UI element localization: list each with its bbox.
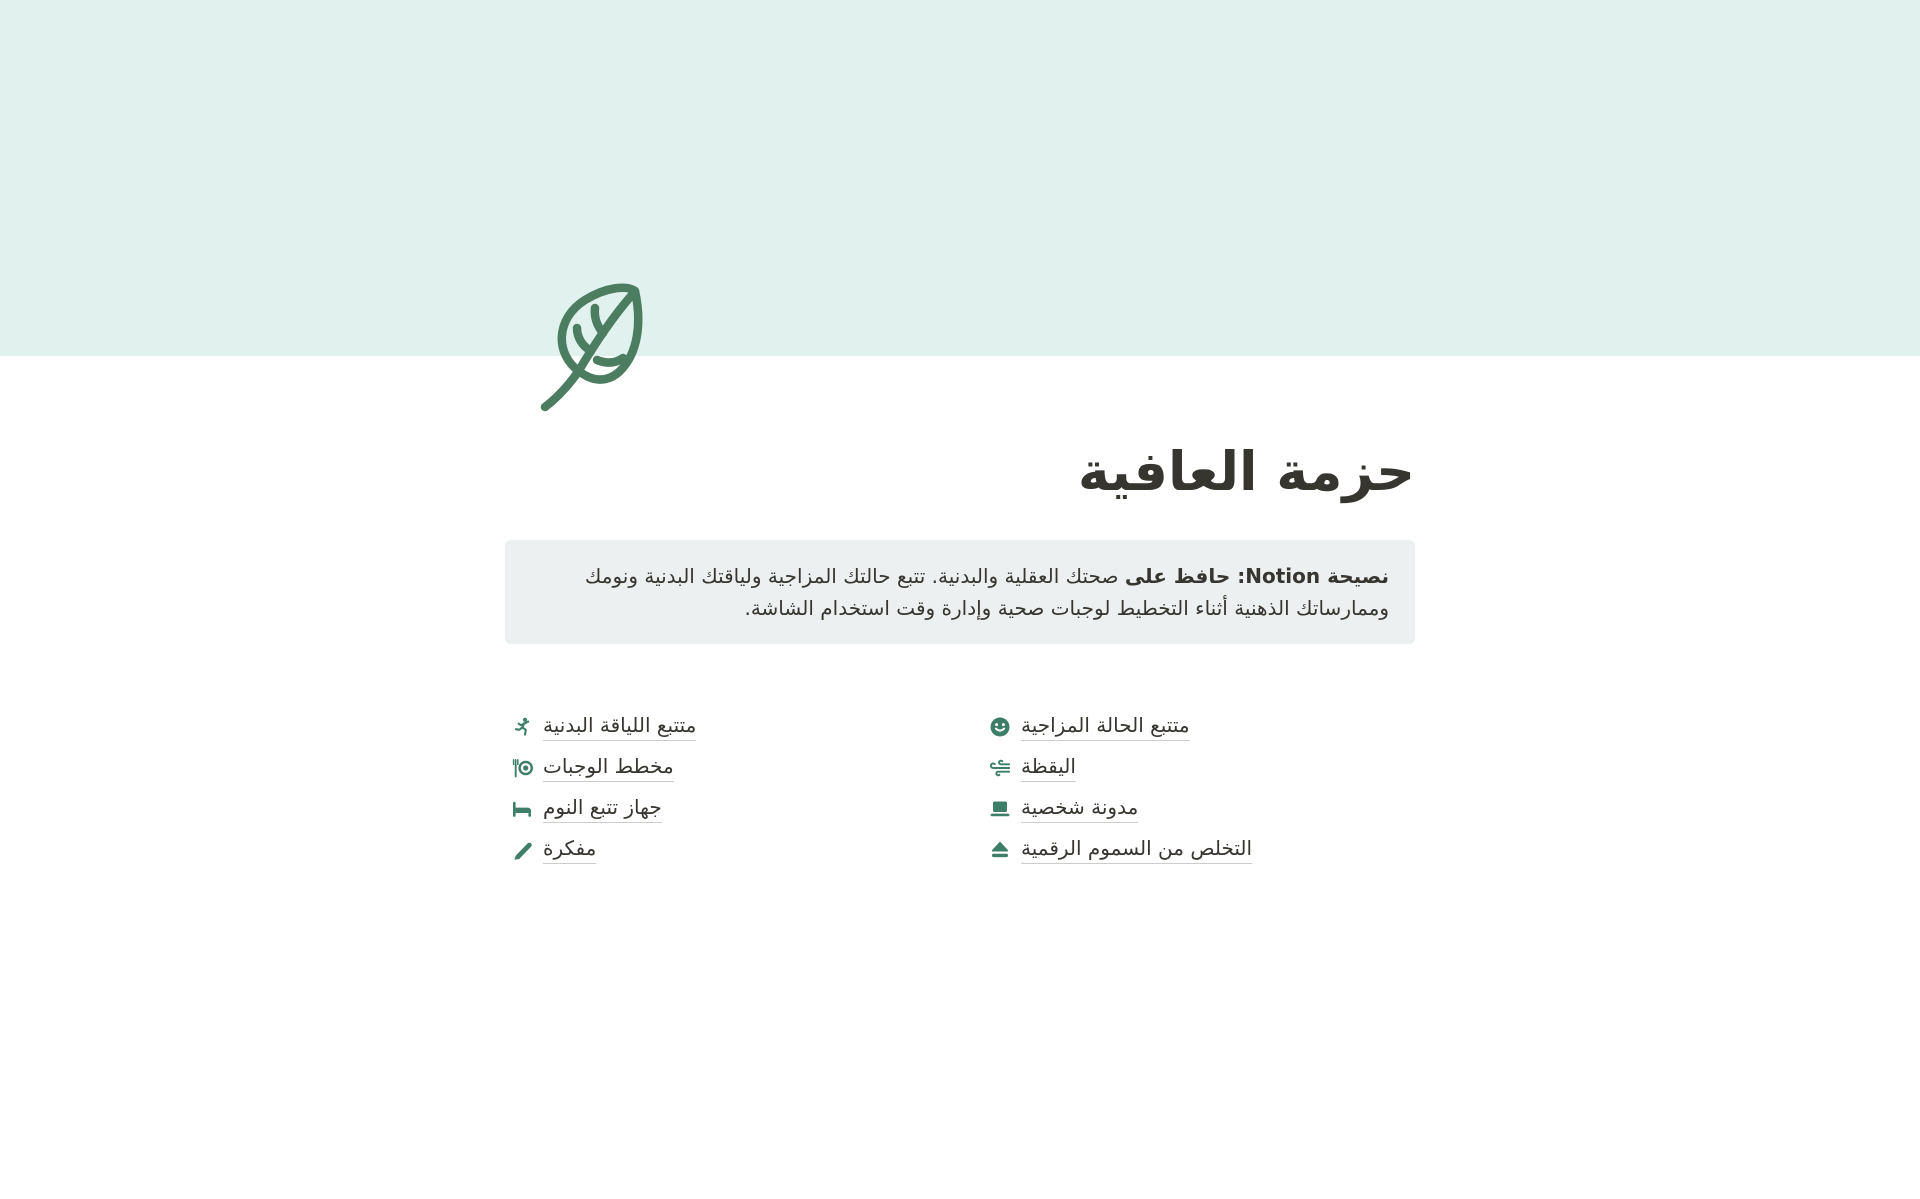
callout-bold-text: نصيحة Notion: حافظ على [1124, 564, 1389, 588]
pen-icon [511, 839, 533, 861]
page-link-label: متتبع الحالة المزاجية [1021, 712, 1190, 741]
page-link-label: اليقظة [1021, 753, 1076, 782]
notion-tip-callout[interactable] [505, 540, 1415, 644]
page-link-notepad[interactable] [511, 833, 931, 866]
page-link-personal-journal[interactable] [989, 792, 1409, 825]
page-link-label: التخلص من السموم الرقمية [1021, 835, 1252, 864]
bed-icon [511, 798, 533, 820]
page-link-label: مخطط الوجبات [543, 753, 674, 782]
page-link-label: مدونة شخصية [1021, 794, 1138, 823]
page-link-fitness-tracker[interactable] [511, 710, 931, 743]
page-link-mindfulness[interactable] [989, 751, 1409, 784]
callout-text: صحتك العقلية والبدنية. تتبع حالتك المزاجية ولياقتك البدنية ونومك وممارساتك الذهنية أثناء التخطيط لوجبات صحية وإدارة وقت استخدام الشاشة. [584, 564, 1389, 620]
runner-icon [511, 716, 533, 738]
page-link-label: مفكرة [543, 835, 596, 864]
page-title[interactable]: حزمة العافية [1077, 440, 1415, 503]
page-cover [0, 0, 1920, 356]
page-link-label: جهاز تتبع النوم [543, 794, 662, 823]
page-link-meal-planner[interactable] [511, 751, 931, 784]
smiley-icon [989, 716, 1011, 738]
wind-icon [989, 757, 1011, 779]
eject-icon [989, 839, 1011, 861]
page-link-sleep-tracker[interactable] [511, 792, 931, 825]
links-column-left [505, 710, 937, 874]
callout-paragraph [531, 560, 1389, 624]
page-link-mood-tracker[interactable] [989, 710, 1409, 743]
meal-icon [511, 757, 533, 779]
leaf-icon[interactable] [537, 281, 655, 413]
page-links [505, 710, 1415, 874]
page-link-label: متتبع اللياقة البدنية [543, 712, 696, 741]
laptop-icon [989, 798, 1011, 820]
page-link-digital-detox[interactable] [989, 833, 1409, 866]
links-column-right [983, 710, 1415, 874]
